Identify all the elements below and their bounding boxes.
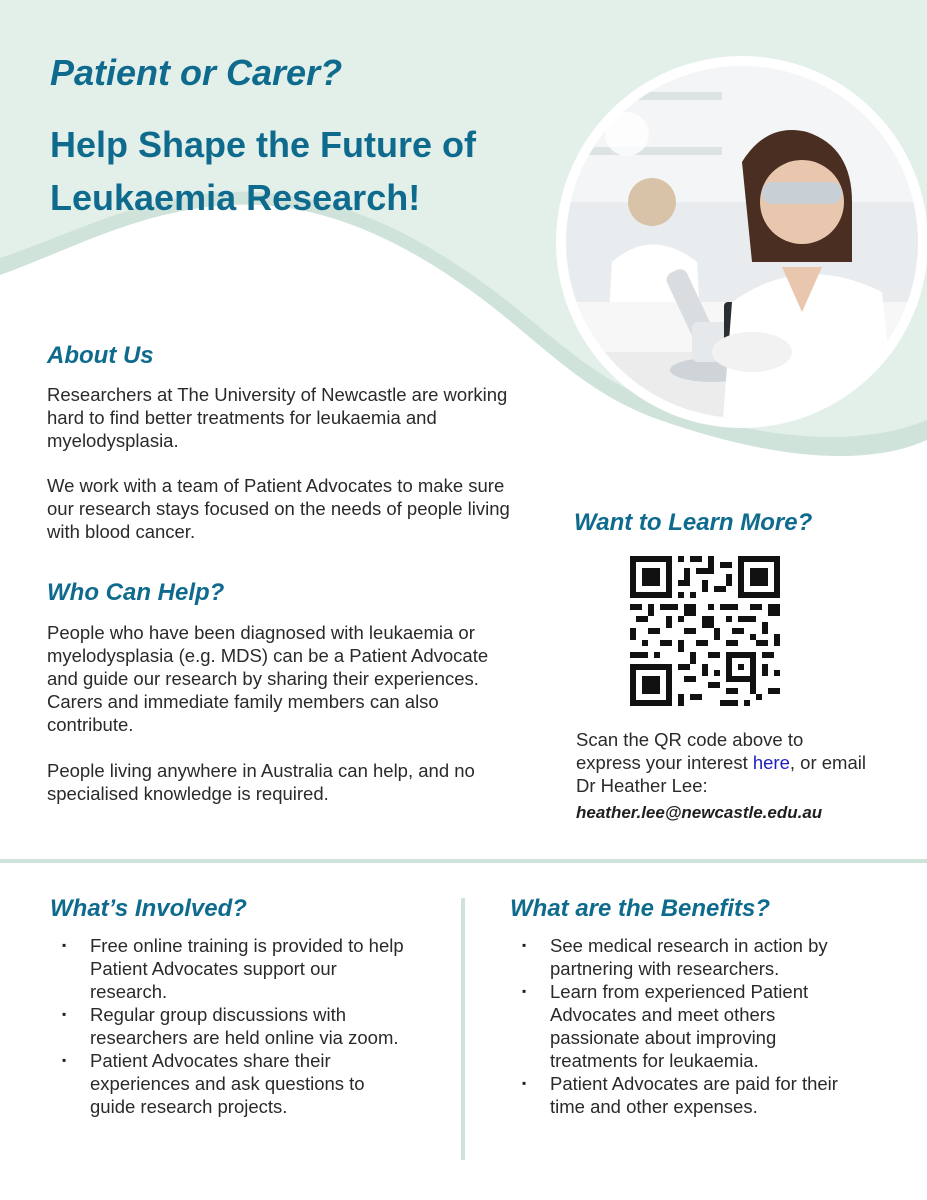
learn-instructions [576, 728, 866, 797]
list-item: ▪ Free online training is provided to help Patient Advocates support our research. [62, 935, 404, 1002]
learn-text-after: , or email Dr Heather Lee: [576, 752, 866, 796]
section-divider [0, 859, 927, 863]
bullet-icon: ▪ [62, 938, 67, 952]
headline-title: Help Shape the Future of Leukaemia Research! [50, 124, 477, 218]
bullet-icon: ▪ [522, 984, 527, 998]
who-paragraph-1: People who have been diagnosed with leukaemia or myelodysplasia (e.g. MDS) can be a Patient Advocate and guide our research by sharing their experiences. Carers and immediate family members can also contribute. [47, 622, 489, 735]
list-item: ▪ Regular group discussions with researchers are held online via zoom. [62, 1004, 399, 1048]
qr-code-icon[interactable] [630, 556, 780, 706]
about-paragraph-2: We work with a team of Patient Advocates to make sure our research stays focused on the needs of people living with blood cancer. [47, 475, 510, 542]
who-heading: Who Can Help? [47, 579, 225, 606]
list-item: ▪ See medical research in action by partnering with researchers. [522, 935, 828, 979]
researcher-photo [552, 52, 927, 432]
column-divider [461, 898, 465, 1160]
learn-text-before: Scan the QR code above to express your interest [576, 729, 804, 773]
who-paragraph-2: People living anywhere in Australia can help, and no specialised knowledge is required. [47, 760, 475, 804]
about-paragraph-1: Researchers at The University of Newcastle are working hard to find better treatments for leukaemia and myelodysplasia. [47, 384, 508, 451]
contact-email[interactable]: heather.lee@newcastle.edu.au [576, 803, 823, 822]
involved-list [62, 934, 407, 1118]
kicker-title: Patient or Carer? [50, 52, 343, 93]
benefits-heading: What are the Benefits? [510, 895, 771, 922]
list-item: ▪ Learn from experienced Patient Advocates and meet others passionate about improving treatments for leukaemia. [522, 981, 809, 1071]
about-heading: About Us [47, 342, 154, 369]
learn-heading: Want to Learn More? [574, 509, 813, 536]
benefits-list [522, 934, 867, 1118]
bullet-icon: ▪ [62, 1053, 67, 1067]
list-item: ▪ Patient Advocates are paid for their time and other expenses. [522, 1073, 838, 1117]
list-item: ▪ Patient Advocates share their experiences and ask questions to guide research projects. [62, 1050, 365, 1117]
interest-link[interactable]: here [752, 752, 790, 773]
bullet-icon: ▪ [522, 938, 527, 952]
bullet-icon: ▪ [62, 1007, 67, 1021]
bullet-icon: ▪ [522, 1076, 527, 1090]
involved-heading: What’s Involved? [50, 895, 247, 922]
